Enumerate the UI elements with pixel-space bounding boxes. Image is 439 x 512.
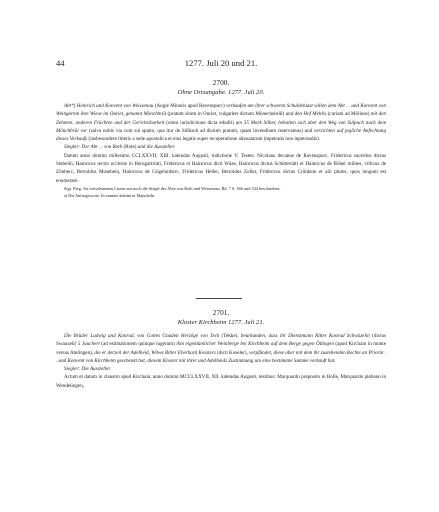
document-2700 — [56, 78, 386, 96]
page-header — [56, 58, 386, 72]
document-number: 2700. — [212, 78, 230, 87]
regest-paragraph: Abt*) Heinrich und Konvent von Weissenau (Augie Minoris apud Ravenspurc) verkaufen um ihrer schweren Schuldenlast willen dem Abt . . und Konvent von Weingarten ihre Wiese im Ouriet, genannt Mönchbrül (pratum situm in Ouriet, vulgariter dictum Mönechebrül) und den Hof Mehlis (curiam ad Mölines) mit den Zehnten, anderen Früchten und der Gerichtsbarkeit (omni iurisdictione dicta ethafti) um 35 Mark Silber, behalten sich aber den Weg von Sulpach nach dem Mönchbrül vor (salva nobis via cum sui spatio, qua itur de Sölbach ad dictum pratum, quam invenditam reservamus) und verzichten auf jegliche Anfechtung dieses Verkaufs (insbesondere litteris a sede apostolica et eius legatis super recuperatione alienatarum impetratis non inpetrandis). — [56, 103, 387, 143]
document-place-date: Ohne Ortsangabe. 1277. Juli 20. — [177, 89, 265, 96]
page-number: 44 — [56, 58, 65, 68]
document-2701 — [56, 308, 386, 326]
dating-paragraph: Datum anno domini millesimo CCLXXVII, XIII. kalendas Augusti, indictione V. Testes: Nicolaus decanus de Ravenspurc, Fridericus sacerdos dictus Stebelin, Hainricus rector ecclesie in Berugartrütti, Fridericus et Hainricus dicti Wäze, Hainricus dictus Schütterütti et Hainricus de Bühel milites, villicus de Zönberc, Bertoldus Mosebein, Hainricus de Gügelunberc, Fridericus Heller, Bertoldus Zoller, Fridericus dictus Crünbein et alii plures, quos longum est enumerare. — [56, 152, 386, 184]
sealer-paragraph: Siegler: Die Aussteller. — [64, 366, 112, 373]
document-number: 2701. — [212, 308, 230, 317]
footnote: a) Die Anfangsworte: In nomine domini in Majuskeln. — [64, 192, 156, 198]
document-2700-body — [56, 102, 386, 199]
archival-note: Stgt. Ferg. An weissleinenen Litzen nur noch die Siegel der Äbte von Roth und Weissenau, Bd. 7 S. 366 und 334 beschrieben. — [64, 185, 281, 191]
running-head: 1277. Juli 20 und 21. — [184, 58, 258, 68]
document-2701-body — [56, 332, 386, 390]
dating-paragraph: Actum et datum in claustro apud Kirchain, anno domini MCCLXXVII, XII. kalendas Augusti, testibus: Marquardo preposito in Bolle, Marquardo plebano in Wendelingen, — [56, 374, 386, 389]
document-place-date: Kloster Kirchheim 1277. Juli 21. — [177, 319, 265, 326]
sealer-paragraph: Siegler: Der Abt . . von Roth (Rote) und die Aussteller. — [64, 144, 176, 151]
regest-paragraph: Die Brüder Ludwig und Konrad, von Gottes Gnaden Herzöge von Teck (Tekke), beurkunden, dass ihr Dienstmann Ritter Konrad Schwäzelin (dictus Swanzeli) 5 Jauchert (ad estimationem quinque iugerum) ihm eigentümlicher Weinberge bei Kirchheim auf dem Berge gegen Ötlingen (apud Kirchain in monte versus Atelingen), die er derzeit der Adelheid, Witwe Ritter Eberhard Kesslers (dicti Koseler), verpfändet, diese aber mit dem ihr zustehenden Rechte an Priorin . . und Konvent von Kirchheim geschenkt hat, diesem Kloster mit ihrer und Adelheids Zustimmung um eine bestimmte Summe verkauft hat. — [56, 333, 387, 364]
section-divider — [196, 298, 242, 299]
